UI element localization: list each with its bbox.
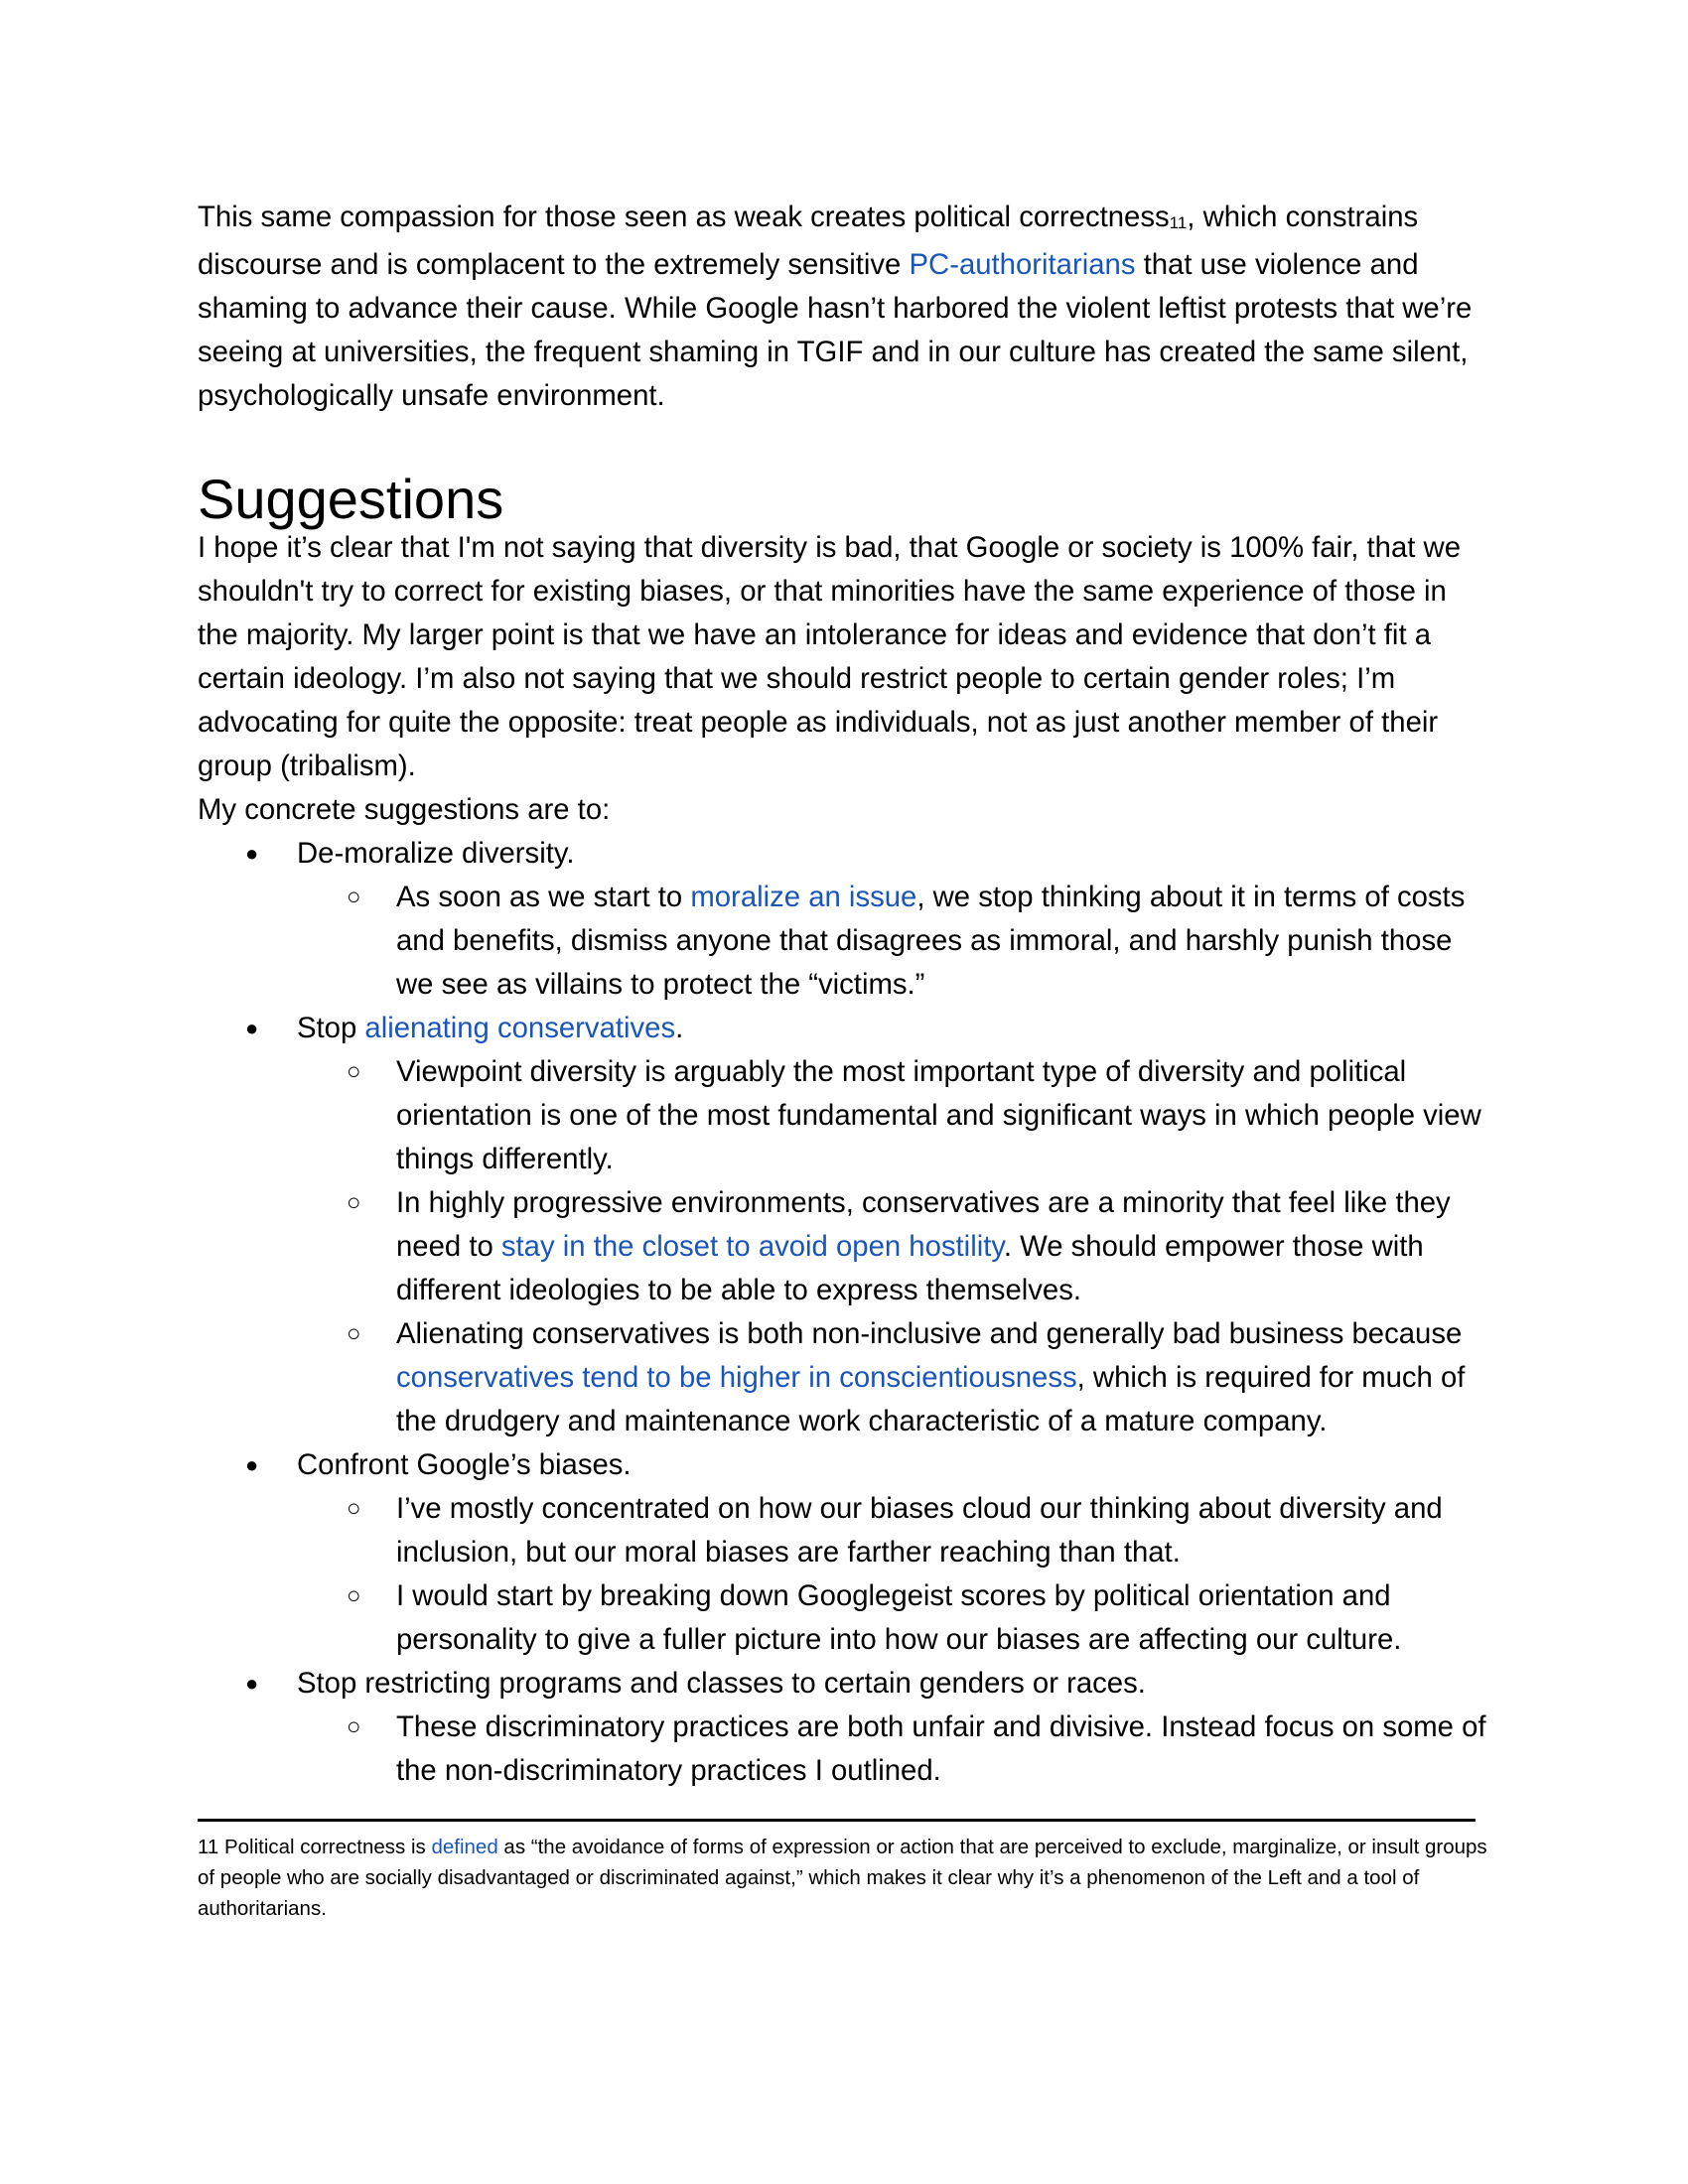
document-page bbox=[198, 196, 1488, 1924]
intro-text-3: that use violence and shaming to advance their cause. While Google hasn’t harbored the violent leftist protests that we’re seeing at universities, the frequent shaming in TGIF and in our culture has created the same silent, psychologically unsafe environment. bbox=[198, 248, 1473, 412]
link-conscientiousness[interactable]: conservatives tend to be higher in conscientiousness bbox=[396, 1361, 1077, 1394]
footnote bbox=[198, 1832, 1488, 1924]
bullet-label: . bbox=[675, 1012, 684, 1044]
footnote-number: 11 bbox=[198, 1836, 219, 1858]
bullet-item-stop-alienating bbox=[198, 1007, 1488, 1443]
suggestions-paragraph: I hope it’s clear that I'm not saying that diversity is bad, that Google or society is 100% fair, that we shouldn't try to correct for existing biases, or that minorities have the same experience of those in the majority. My larger point is that we have an intolerance for ideas and evidence that don’t fit a certain ideology. I’m also not saying that we should restrict people to certain gender roles; I’m advocating for quite the opposite: treat people as individuals, not as just another member of their group (tribalism). bbox=[198, 531, 1461, 782]
bullet-item-stop-restricting bbox=[198, 1662, 1488, 1793]
bullet-label: Confront Google’s biases. bbox=[297, 1448, 632, 1481]
intro-paragraph bbox=[198, 196, 1488, 418]
sub-list bbox=[297, 1487, 1488, 1662]
link-stay-in-the-closet[interactable]: stay in the closet to avoid open hostility bbox=[500, 1230, 1004, 1263]
link-pc-authoritarians[interactable]: PC-authoritarians bbox=[909, 248, 1136, 281]
sub-text: I would start by breaking down Googlegeist scores by political orientation and personality to give a fuller picture into how our biases are affecting our culture. bbox=[396, 1579, 1402, 1656]
sub-text: Alienating conservatives is both non-inclusive and generally bad business because bbox=[396, 1317, 1463, 1350]
sub-text: In highly progressive environments, conservatives are a minority that feel like they need to bbox=[396, 1186, 1451, 1263]
sub-item bbox=[198, 1181, 1488, 1312]
footnote-reference[interactable]: 11 bbox=[1169, 213, 1188, 232]
suggestions-lead: My concrete suggestions are to: bbox=[198, 793, 611, 826]
bullet-item-demoralize bbox=[198, 832, 1488, 1007]
sub-list bbox=[297, 876, 1488, 1007]
circle-bullet-icon: ○ bbox=[347, 1058, 361, 1085]
sub-text: As soon as we start to bbox=[396, 881, 691, 913]
sub-list bbox=[297, 1050, 1488, 1443]
link-moralize-an-issue[interactable]: moralize an issue bbox=[690, 881, 917, 913]
circle-bullet-icon: ○ bbox=[347, 1495, 361, 1522]
intro-text-1: This same compassion for those seen as weak creates political correctness bbox=[198, 201, 1170, 233]
circle-bullet-icon: ○ bbox=[347, 1713, 361, 1740]
footnote-text: as “the avoidance of forms of expression or action that are perceived to exclude, marginalize, or insult groups of people who are socially disadvantaged or discriminated against,” which makes it clear why it’s a phenomenon of the Left and a tool of authoritarians. bbox=[198, 1836, 1487, 1920]
sub-item bbox=[198, 1706, 1488, 1793]
sub-text: These discriminatory practices are both unfair and divisive. Instead focus on some of the non-discriminatory practices I outlined. bbox=[396, 1710, 1486, 1787]
footnote-divider bbox=[198, 1819, 1476, 1822]
sub-text: , we stop thinking about it in terms of costs and benefits, dismiss anyone that disagrees as immoral, and harshly punish those we see as villains to protect the “victims.” bbox=[396, 881, 1466, 1001]
link-alienating-conservatives[interactable]: alienating conservatives bbox=[364, 1012, 676, 1044]
sub-text: , which is required for much of the drudgery and maintenance work characteristic of a mature company. bbox=[396, 1361, 1466, 1437]
sub-text: I’ve mostly concentrated on how our biases cloud our thinking about diversity and inclusion, but our moral biases are farther reaching than that. bbox=[396, 1492, 1443, 1569]
sub-item bbox=[198, 1574, 1488, 1662]
sub-item bbox=[198, 1487, 1488, 1574]
bullet-icon: ● bbox=[245, 1671, 259, 1696]
bullet-icon: ● bbox=[245, 1452, 259, 1477]
bullet-label: Stop bbox=[297, 1012, 365, 1044]
circle-bullet-icon: ○ bbox=[347, 884, 361, 910]
section-heading: Suggestions bbox=[198, 468, 504, 530]
bullet-item-confront-biases bbox=[198, 1443, 1488, 1662]
suggestions-list bbox=[198, 832, 1488, 1793]
sub-item bbox=[198, 1312, 1488, 1443]
sub-item bbox=[198, 1050, 1488, 1181]
sub-list bbox=[297, 1706, 1488, 1793]
bullet-icon: ● bbox=[245, 841, 259, 866]
sub-item bbox=[198, 876, 1488, 1007]
sub-text: Viewpoint diversity is arguably the most important type of diversity and political orientation is one of the most fundamental and significant ways in which people view things differently. bbox=[396, 1055, 1481, 1175]
circle-bullet-icon: ○ bbox=[347, 1189, 361, 1216]
circle-bullet-icon: ○ bbox=[347, 1582, 361, 1609]
bullet-label: Stop restricting programs and classes to certain genders or races. bbox=[297, 1667, 1146, 1700]
circle-bullet-icon: ○ bbox=[347, 1320, 361, 1347]
footnote-text: Political correctness is bbox=[218, 1836, 432, 1858]
intro-text-2: , which constrains discourse and is complacent to the extremely sensitive bbox=[198, 201, 1419, 281]
bullet-icon: ● bbox=[245, 1016, 259, 1040]
bullet-label: De-moralize diversity. bbox=[297, 837, 575, 870]
link-defined[interactable]: defined bbox=[431, 1836, 498, 1858]
sub-text: . We should empower those with different ideologies to be able to express themselves. bbox=[396, 1230, 1424, 1306]
